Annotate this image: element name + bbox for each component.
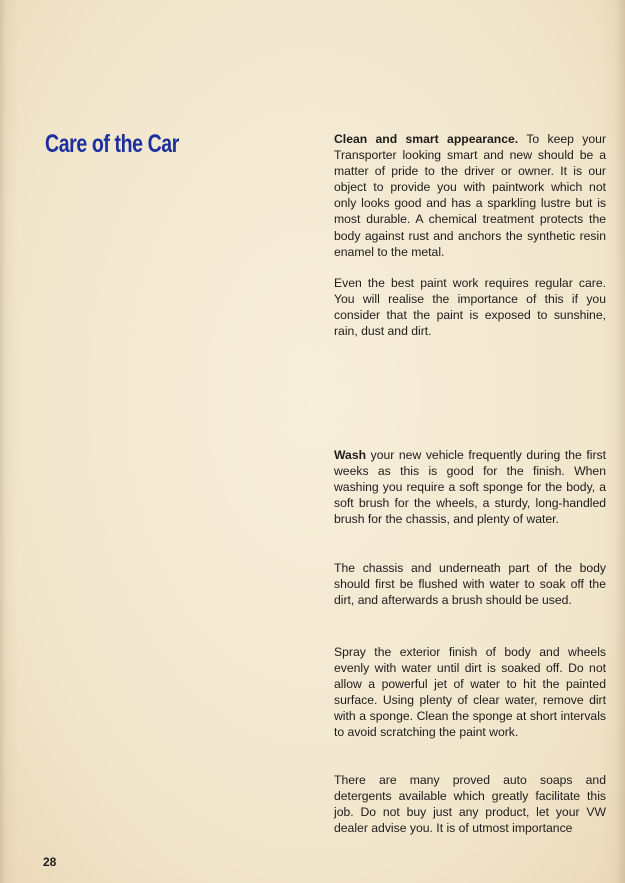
paragraph-paint-care <box>334 275 606 339</box>
paragraph-body: your new vehicle frequently during the first weeks as this is good for the finish. When washing you require a soft sponge for the body, a soft brush for the wheels, a sturdy, long-handled brush for the chassis, and plenty of water. <box>334 448 606 527</box>
paragraph-body: To keep your Transporter looking smart and new should be a matter of pride to the driver or owner. It is our object to provide you with paintwork which not only looks good and has a sparkling lustre but is most durable. A chemical treatment protects the body against rust and anchors the synthetic resin enamel to the metal. <box>334 132 606 259</box>
paragraph-spray <box>334 644 606 741</box>
paragraph-text: Spray the exterior finish of body and wheels evenly with water until dirt is soaked off. Do not allow a powerful jet of water to hit the painted surface. Using plenty of clear water, remove dirt with a sponge. Clean the sponge at short intervals to avoid scratching the paint work. <box>334 645 606 740</box>
paragraph-lead: Clean and smart appearance. <box>334 132 519 146</box>
paragraph-lead: Wash <box>334 448 367 462</box>
paragraph-text: The chassis and underneath part of the body should first be flushed with water to soak off the dirt, and afterwards a brush should be used. <box>334 561 606 608</box>
paragraph-chassis <box>334 560 606 608</box>
paragraph-text <box>334 447 606 527</box>
paragraph-text: Even the best paint work requires regular care. You will realise the importance of this if you consider that the paint is exposed to sunshine, rain, dust and dirt. <box>334 276 606 339</box>
paragraph-wash <box>334 447 606 527</box>
page-number: 28 <box>43 855 57 869</box>
paragraph-text <box>334 131 606 260</box>
paragraph-soaps <box>334 772 606 836</box>
page-title: Care of the Car <box>45 130 179 158</box>
paragraph-clean-appearance <box>334 131 606 260</box>
paragraph-text: There are many proved auto soaps and detergents available which greatly facilitate this job. Do not buy just any product, let your VW dealer advise you. It is of utmost importance <box>334 773 606 836</box>
